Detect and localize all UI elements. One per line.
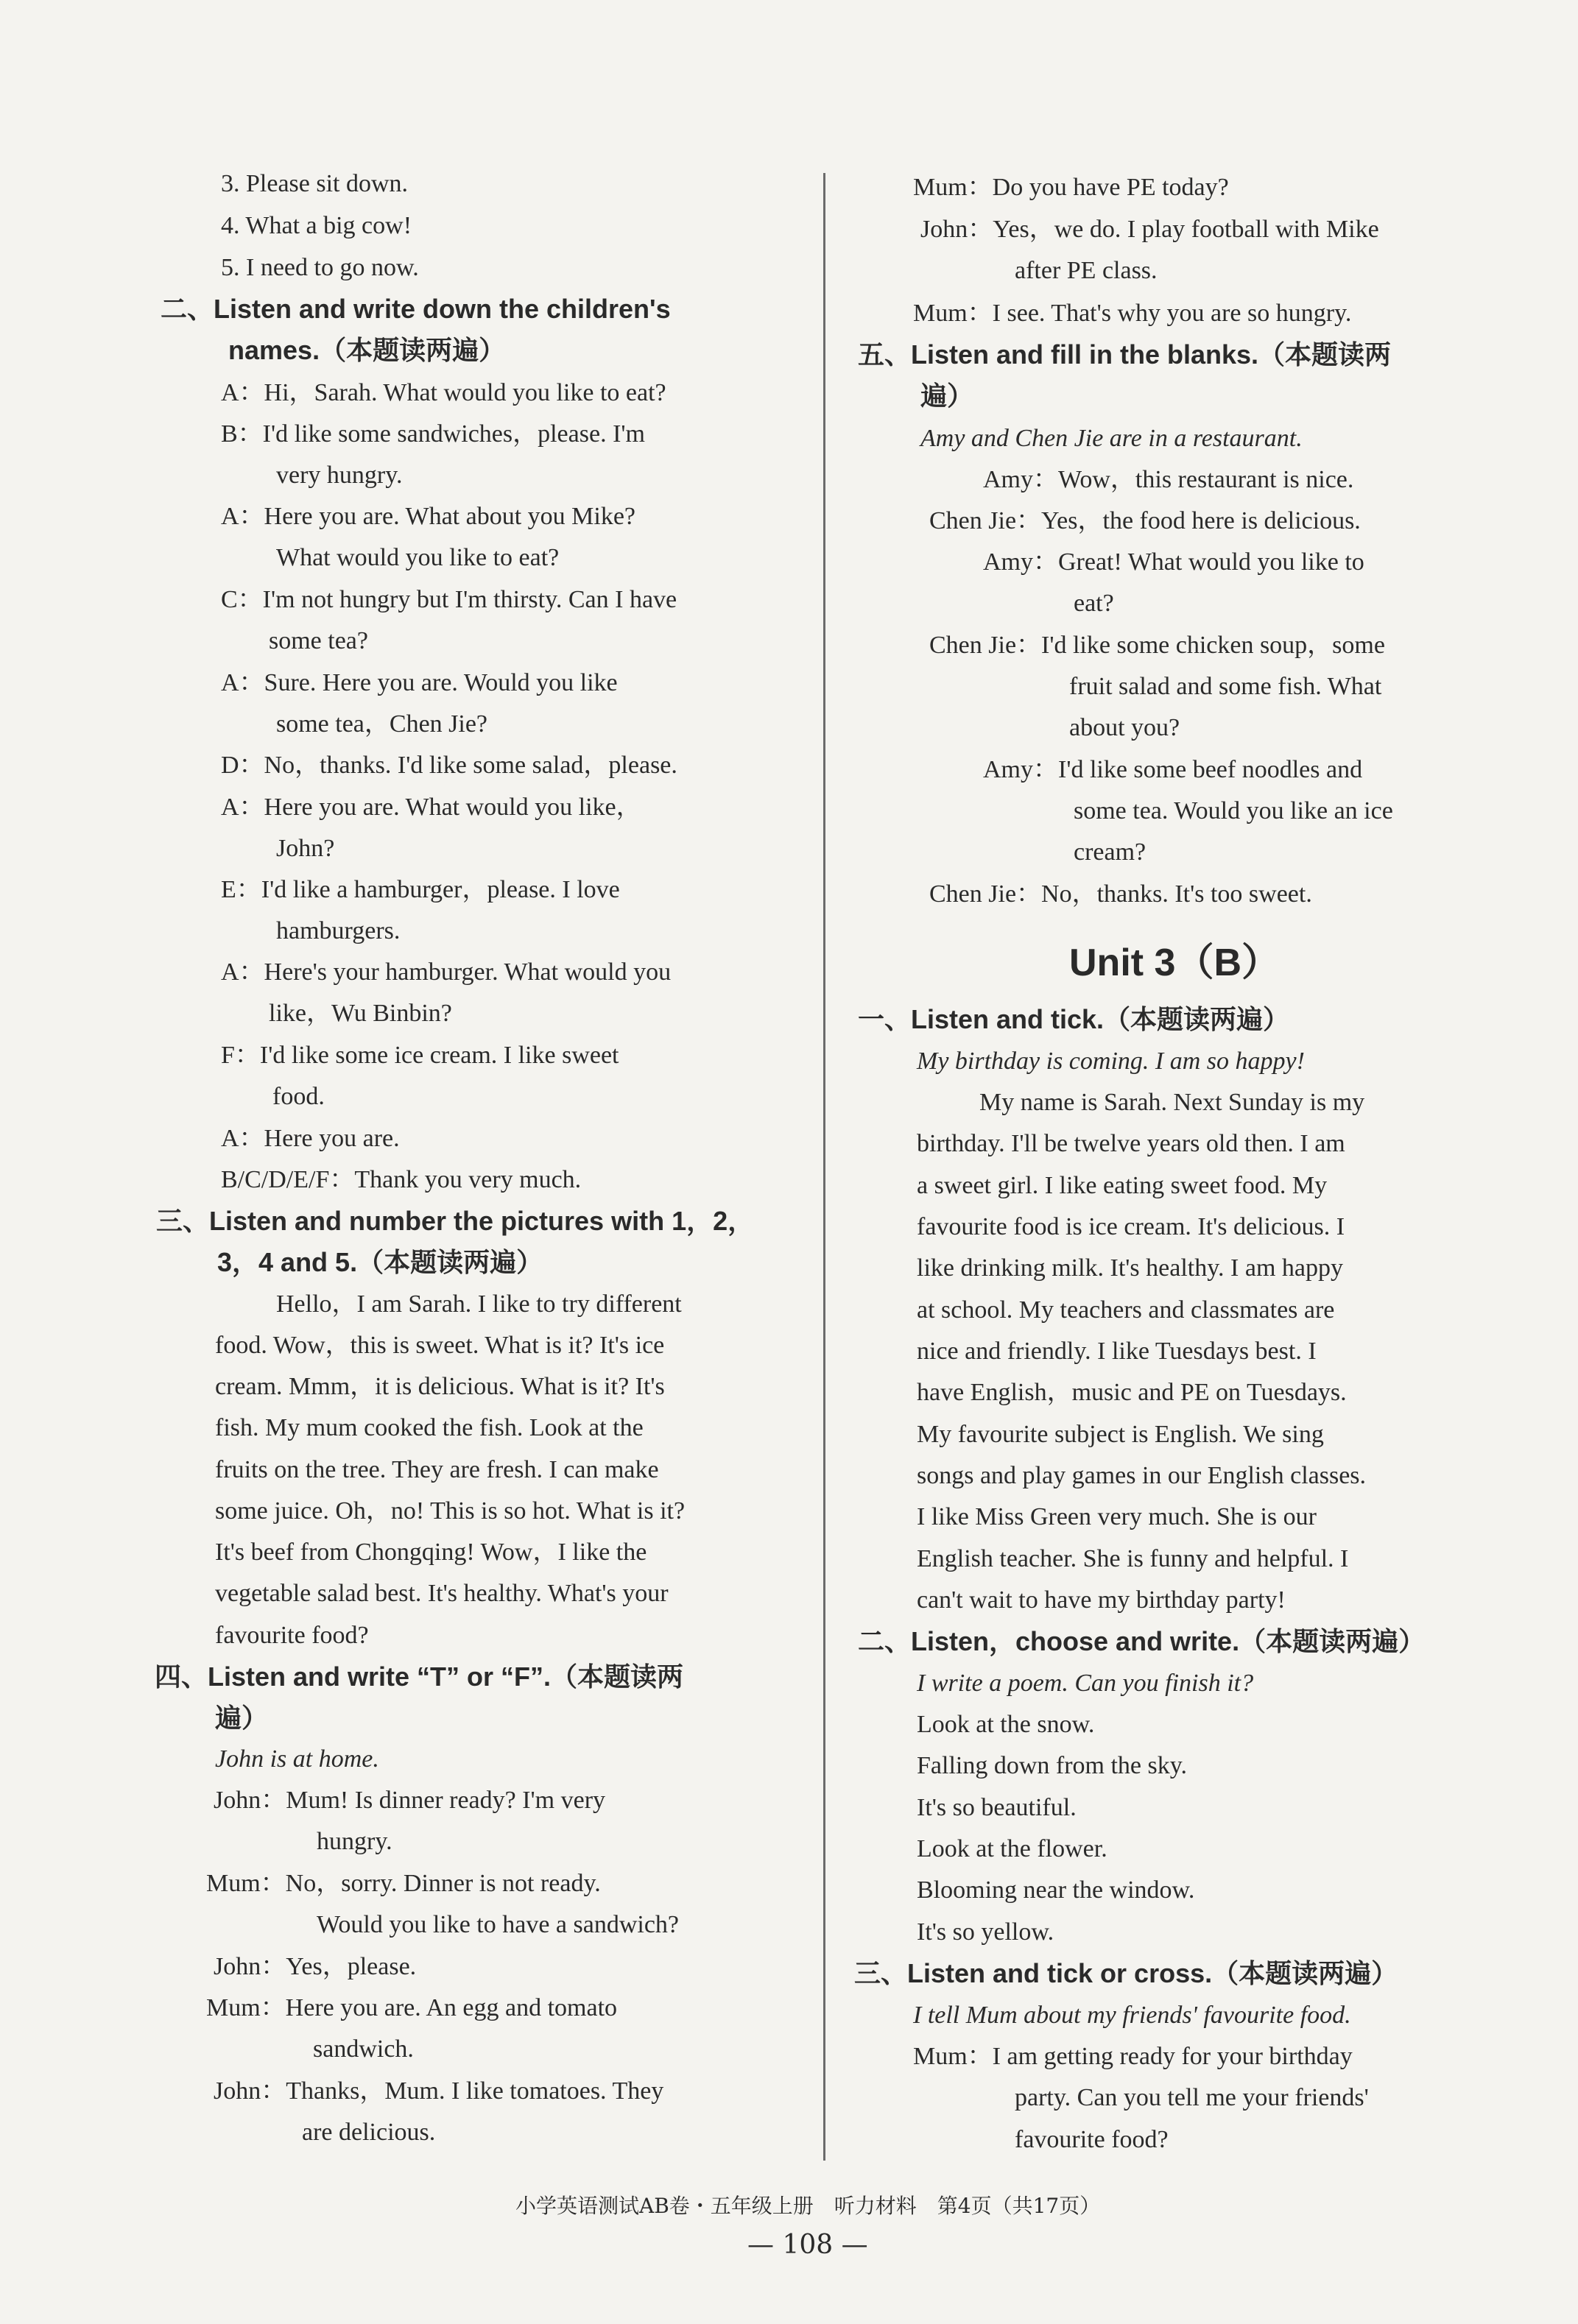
unit-section-3-heading: 三、Listen and tick or cross.（本题读两遍） xyxy=(854,1958,1398,1988)
passage-line: a sweet girl. I like eating sweet food. My xyxy=(917,1172,1328,1199)
passage-line: It's beef from Chongqing! Wow，I like the xyxy=(215,1539,647,1566)
section-3-heading-cont: 3，4 and 5.（本题读两遍） xyxy=(217,1247,543,1277)
unit-section-1-intro: My birthday is coming. I am so happy! xyxy=(917,1048,1305,1075)
item-4: 4. What a big cow! xyxy=(221,212,412,239)
passage-line: I like Miss Green very much. She is our xyxy=(917,1503,1317,1530)
unit-section-1-heading: 一、Listen and tick.（本题读两遍） xyxy=(858,1004,1290,1034)
dialogue-line: What would you like to eat? xyxy=(276,544,560,571)
dialogue-line: D：No，thanks. I'd like some salad，please. xyxy=(221,752,677,779)
dialogue-line: Would you like to have a sandwich? xyxy=(317,1911,680,1938)
dialogue-line: A：Hi，Sarah. What would you like to eat? xyxy=(221,379,666,406)
dialogue-line: Mum：I see. That's why you are so hungry. xyxy=(913,300,1352,327)
passage-line: birthday. I'll be twelve years old then. I am xyxy=(917,1130,1345,1157)
dialogue-line: very hungry. xyxy=(276,462,403,489)
passage-line: cream. Mmm，it is delicious. What is it? It's xyxy=(215,1373,665,1400)
dialogue-line: C：I'm not hungry but I'm thirsty. Can I have xyxy=(221,586,677,613)
section-5-intro: Amy and Chen Jie are in a restaurant. xyxy=(920,425,1303,452)
section-2-heading: 二、Listen and write down the children's xyxy=(161,294,671,324)
passage-line: can't wait to have my birthday party! xyxy=(917,1586,1286,1614)
dialogue-line: Chen Jie：I'd like some chicken soup，some xyxy=(929,632,1385,659)
dialogue-line: food. xyxy=(272,1083,325,1110)
section-2-heading-cont: names.（本题读两遍） xyxy=(228,335,506,365)
dialogue-line: eat? xyxy=(1074,590,1114,617)
passage-line: at school. My teachers and classmates are xyxy=(917,1296,1335,1324)
dialogue-line: John? xyxy=(276,835,335,862)
passage-line: My favourite subject is English. We sing xyxy=(917,1421,1324,1448)
item-3: 3. Please sit down. xyxy=(221,170,409,197)
dialogue-line: after PE class. xyxy=(1015,257,1158,284)
dialogue-line: hungry. xyxy=(317,1828,392,1855)
dialogue-line: A：Sure. Here you are. Would you like xyxy=(221,669,618,696)
dialogue-line: Amy：Great! What would you like to xyxy=(983,548,1364,576)
dialogue-line: A：Here's your hamburger. What would you xyxy=(221,958,672,986)
dialogue-line: Amy：I'd like some beef noodles and xyxy=(983,756,1363,783)
dialogue-line: some tea? xyxy=(269,627,368,654)
passage-line: fish. My mum cooked the fish. Look at the xyxy=(215,1414,644,1441)
unit-title: Unit 3（B） xyxy=(1069,942,1281,984)
dialogue-line: some tea. Would you like an ice xyxy=(1074,797,1393,824)
dialogue-line: favourite food? xyxy=(1015,2126,1169,2153)
dialogue-line: party. Can you tell me your friends' xyxy=(1015,2084,1369,2111)
dialogue-line: Chen Jie：Yes，the food here is delicious. xyxy=(929,507,1361,534)
poem-line: It's so yellow. xyxy=(917,1918,1054,1946)
dialogue-line: sandwich. xyxy=(313,2035,414,2063)
passage-line: nice and friendly. I like Tuesdays best. I xyxy=(917,1338,1317,1365)
poem-line: Look at the snow. xyxy=(917,1711,1095,1738)
dialogue-line: Mum：Do you have PE today? xyxy=(913,174,1229,201)
passage-line: some juice. Oh，no! This is so hot. What is it? xyxy=(215,1497,686,1525)
dialogue-line: B：I'd like some sandwiches，please. I'm xyxy=(221,420,645,448)
passage-line: songs and play games in our English classes. xyxy=(917,1462,1367,1489)
section-5-heading-cont: 遍） xyxy=(920,381,974,411)
unit-section-2-intro: I write a poem. Can you finish it? xyxy=(917,1670,1254,1697)
dialogue-line: some tea，Chen Jie? xyxy=(276,710,488,738)
dialogue-line: John：Yes，we do. I play football with Mike xyxy=(920,216,1379,243)
dialogue-line: Chen Jie：No，thanks. It's too sweet. xyxy=(929,880,1312,908)
dialogue-line: B/C/D/E/F：Thank you very much. xyxy=(221,1166,582,1193)
passage-line: favourite food? xyxy=(215,1622,369,1649)
poem-line: Blooming near the window. xyxy=(917,1876,1195,1904)
poem-line: Falling down from the sky. xyxy=(917,1752,1188,1779)
dialogue-line: A：Here you are. What would you like， xyxy=(221,794,641,821)
dialogue-line: F：I'd like some ice cream. I like sweet xyxy=(221,1042,619,1069)
passage-line: food. Wow，this is sweet. What is it? It's ice xyxy=(215,1332,665,1359)
passage-line: vegetable salad best. It's healthy. What's your xyxy=(215,1580,669,1607)
section-4-heading-cont: 遍） xyxy=(215,1703,269,1733)
section-4-intro: John is at home. xyxy=(215,1745,379,1773)
dialogue-line: Mum：Here you are. An egg and tomato xyxy=(206,1994,618,2021)
passage-line: My name is Sarah. Next Sunday is my xyxy=(979,1089,1365,1116)
dialogue-line: Amy：Wow，this restaurant is nice. xyxy=(983,466,1354,493)
dialogue-line: John：Thanks，Mum. I like tomatoes. They xyxy=(214,2077,664,2105)
dialogue-line: are delicious. xyxy=(302,2119,436,2146)
passage-line: favourite food is ice cream. It's delicious. I xyxy=(917,1213,1345,1240)
section-3-heading: 三、Listen and number the pictures with 1，2， xyxy=(156,1206,755,1236)
unit-section-3-intro: I tell Mum about my friends' favourite food. xyxy=(913,2002,1351,2029)
dialogue-line: hamburgers. xyxy=(276,917,401,944)
passage-line: like drinking milk. It's healthy. I am happy xyxy=(917,1254,1343,1282)
unit-section-2-heading: 二、Listen，choose and write.（本题读两遍） xyxy=(858,1626,1426,1656)
column-divider xyxy=(823,173,825,2161)
dialogue-line: Mum：No，sorry. Dinner is not ready. xyxy=(206,1870,601,1897)
dialogue-line: John：Yes，please. xyxy=(214,1953,417,1980)
dialogue-line: Mum：I am getting ready for your birthday xyxy=(913,2043,1353,2070)
item-5: 5. I need to go now. xyxy=(221,254,419,281)
poem-line: It's so beautiful. xyxy=(917,1794,1077,1821)
passage-line: fruits on the tree. They are fresh. I can make xyxy=(215,1456,659,1483)
passage-line: English teacher. She is funny and helpful. I xyxy=(917,1545,1349,1572)
dialogue-line: A：Here you are. xyxy=(221,1125,400,1152)
footer-text: 小学英语测试AB卷・五年级上册 听力材料 第4页（共17页） xyxy=(515,2194,1101,2218)
section-5-heading: 五、Listen and fill in the blanks.（本题读两 xyxy=(858,339,1392,370)
page-number: — 108 — xyxy=(747,2230,868,2260)
dialogue-line: fruit salad and some fish. What xyxy=(1069,673,1382,700)
dialogue-line: E：I'd like a hamburger，please. I love xyxy=(221,876,620,903)
passage-line: Hello，I am Sarah. I like to try different xyxy=(276,1290,682,1318)
passage-line: have English，music and PE on Tuesdays. xyxy=(917,1379,1347,1406)
dialogue-line: about you? xyxy=(1069,714,1180,741)
section-4-heading: 四、Listen and write “T” or “F”.（本题读两 xyxy=(155,1661,684,1692)
dialogue-line: A：Here you are. What about you Mike? xyxy=(221,503,636,530)
dialogue-line: like，Wu Binbin? xyxy=(269,1000,452,1027)
dialogue-line: cream? xyxy=(1074,838,1146,866)
poem-line: Look at the flower. xyxy=(917,1835,1107,1862)
dialogue-line: John：Mum! Is dinner ready? I'm very xyxy=(214,1787,606,1814)
